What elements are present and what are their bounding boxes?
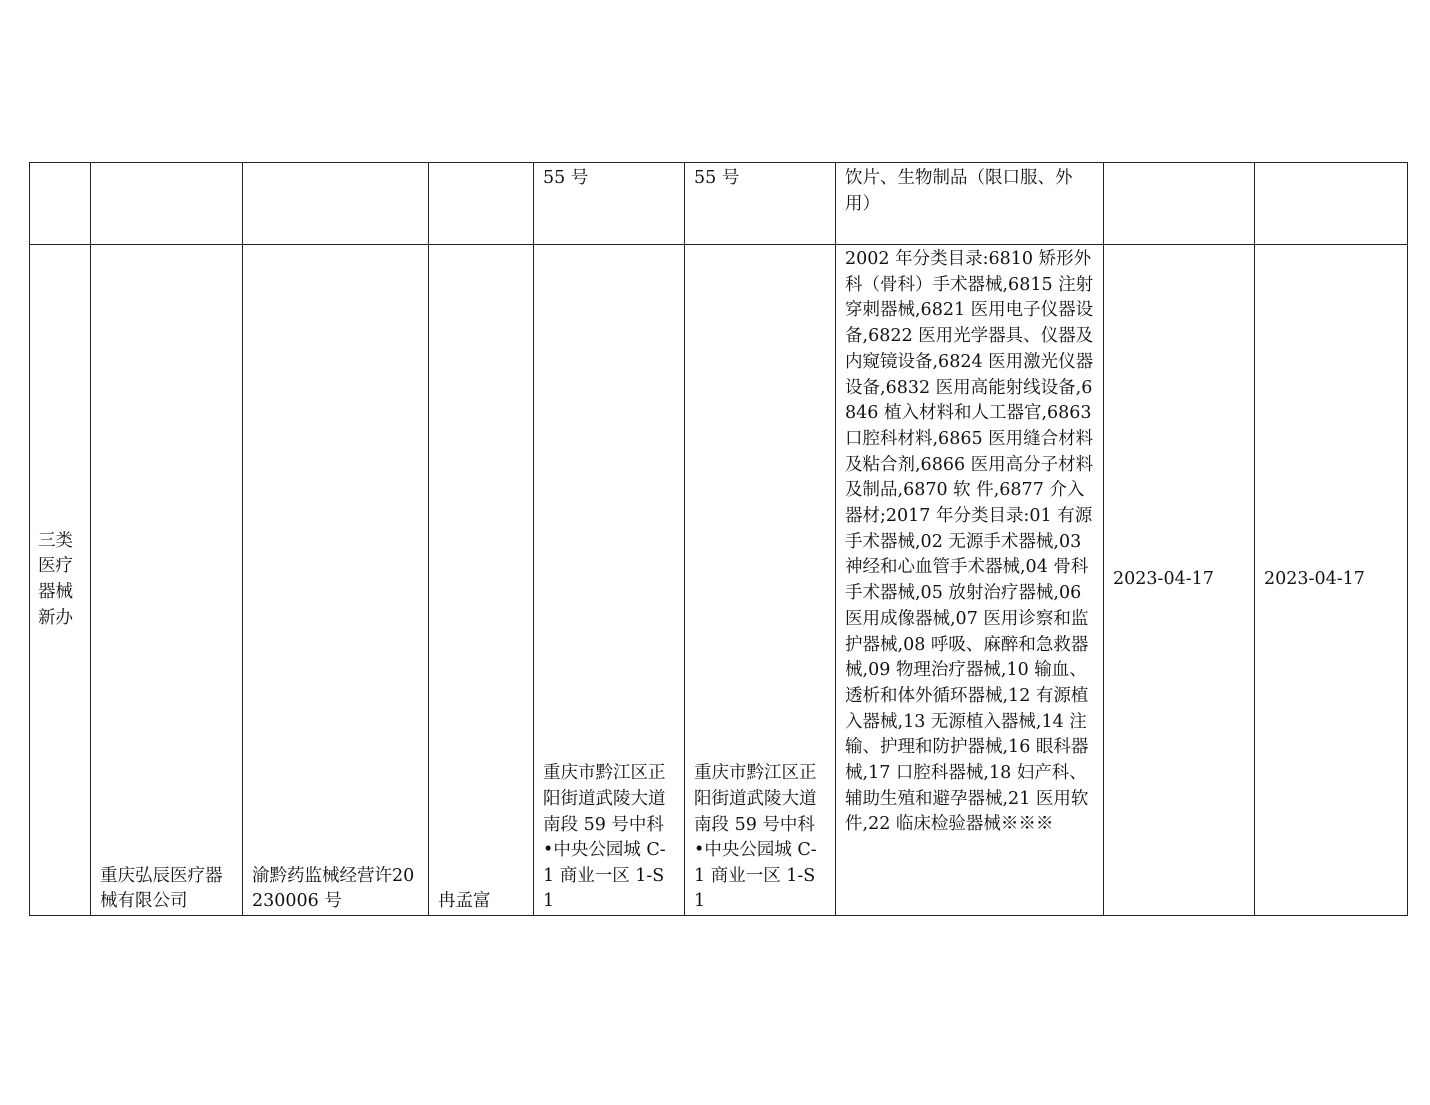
cell-person [429, 163, 534, 245]
cell-company: 重庆弘辰医疗器械有限公司 [91, 245, 243, 916]
cell-person: 冉孟富 [429, 245, 534, 916]
cell-registered-address: 55 号 [534, 163, 685, 245]
cell-type: 三类医疗器械新办 [30, 245, 91, 916]
table-row-continued [30, 163, 1408, 245]
cell-business-scope: 饮片、生物制品（限口服、外用） [836, 163, 1104, 245]
cell-valid-date [1255, 163, 1408, 245]
cell-type [30, 163, 91, 245]
cell-business-address: 重庆市黔江区正阳街道武陵大道南段 59 号中科 •中央公园城 C-1 商业一区 1-S1 [685, 245, 836, 916]
cell-business-scope: 2002 年分类目录:6810 矫形外科（骨科）手术器械,6815 注射穿刺器械,6821 医用电子仪器设备,6822 医用光学器具、仪器及内窥镜设备,6824 医用激光仪器设备,6832 医用高能射线设备,6846 植入材料和人工器官,6863 口腔科材料,6865 医用缝合材料及粘合剂,6866 医用高分子材料及制品,6870 软 件,6877 介入器材;2017 年分类目录:01 有源手术器械,02 无源手术器械,03 神经和心血管手术器械,04 骨科手术器械,05 放射治疗器械,06 医用成像器械,07 医用诊察和监护器械,08 呼吸、麻醉和急救器械,09 物理治疗器械,10 输血、透析和体外循环器械,12 有源植入器械,13 无源植入器械,14 注输、护理和防护器械,16 眼科器械,17 口腔科器械,18 妇产科、辅助生殖和避孕器械,21 医用软件,22 临床检验器械※※※ [836, 245, 1104, 916]
cell-valid-date: 2023-04-17 [1255, 245, 1408, 916]
cell-company [91, 163, 243, 245]
cell-issue-date: 2023-04-17 [1104, 245, 1255, 916]
cell-license: 渝黔药监械经营许20230006 号 [243, 245, 429, 916]
cell-registered-address: 重庆市黔江区正阳街道武陵大道南段 59 号中科 •中央公园城 C-1 商业一区 1-S1 [534, 245, 685, 916]
cell-issue-date [1104, 163, 1255, 245]
cell-license [243, 163, 429, 245]
table-row-main [30, 245, 1408, 916]
license-table [29, 162, 1408, 916]
cell-business-address: 55 号 [685, 163, 836, 245]
